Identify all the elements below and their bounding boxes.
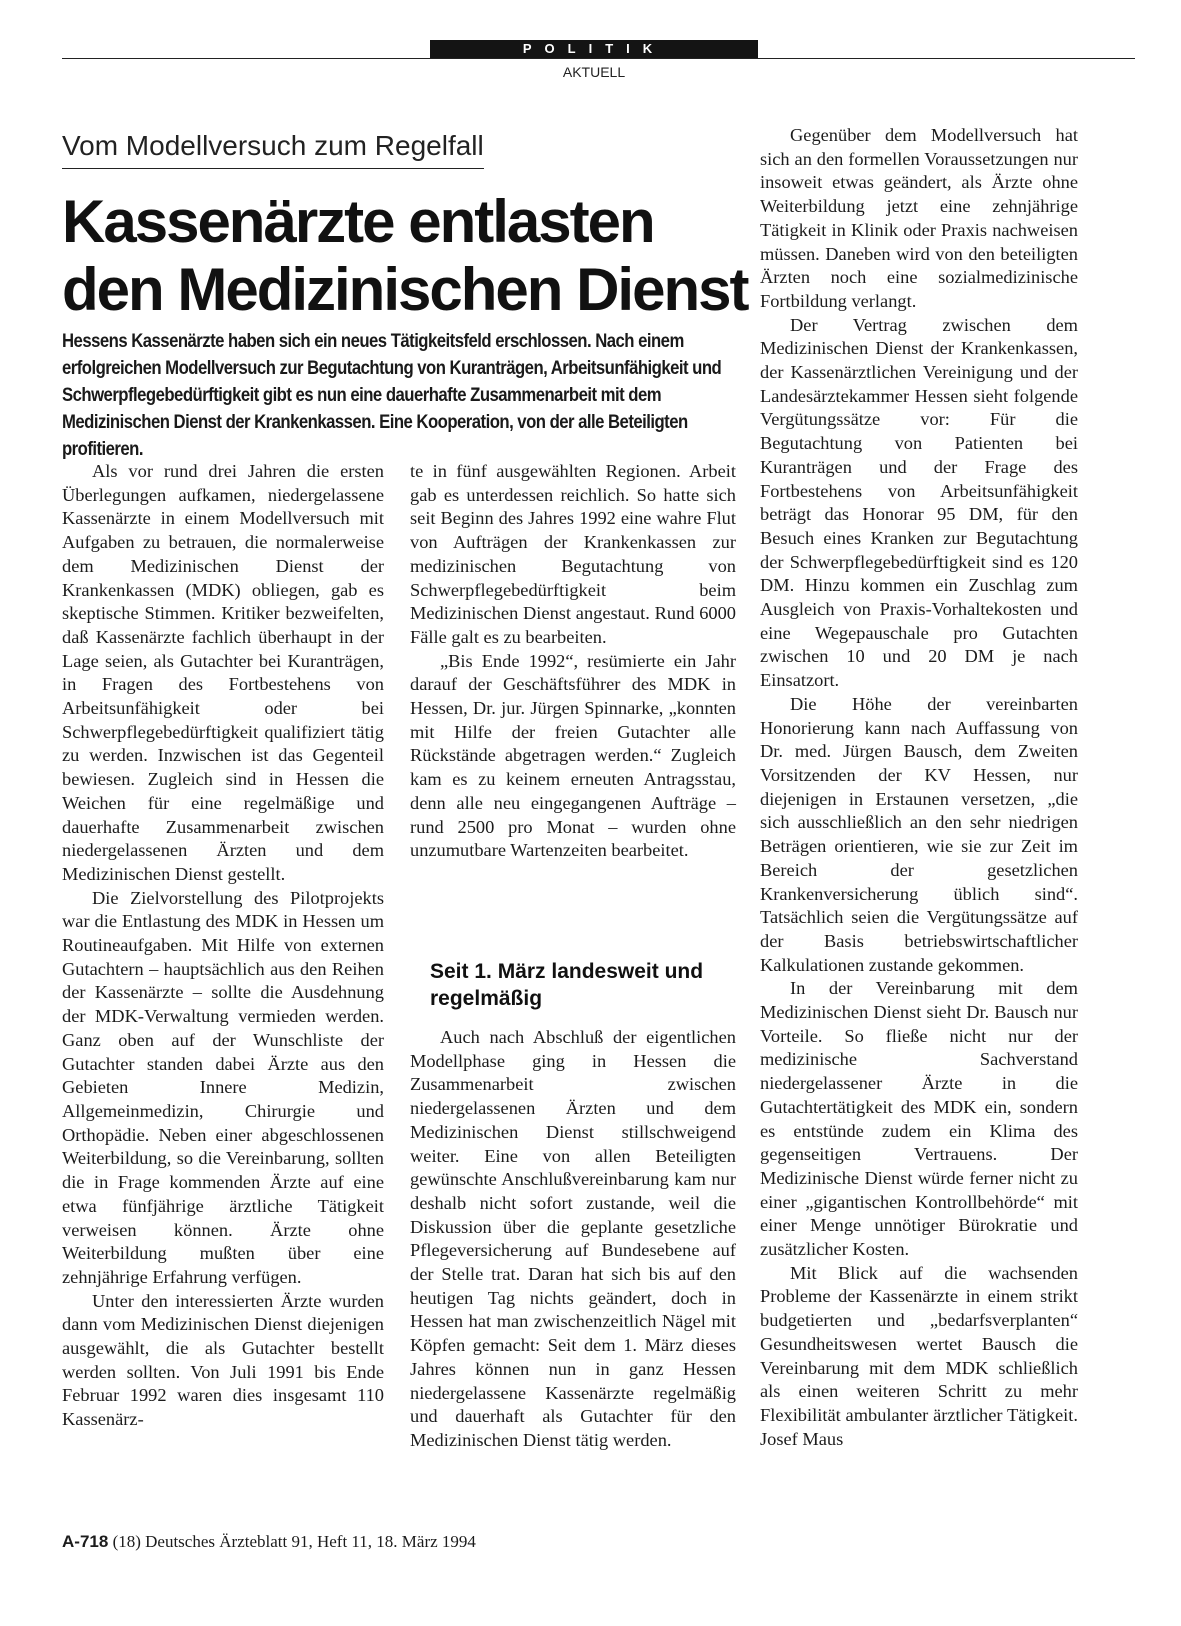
article-headline: Kassenärzte entlasten den Medizinischen Dienst (62, 188, 748, 323)
text-column-2 (410, 460, 736, 863)
paragraph: te in fünf ausgewählten Regionen. Arbeit gab es unterdessen reichlich. So hatte sich seit Beginn des Jahres 1992 eine wahre Flut von Aufträgen der Krankenkassen zur medizinischen Begutachtung von Schwerpflegebedürftigkeit beim Medizinischen Dienst angestaut. Rund 6000 Fälle galt es zu bearbeiten. (410, 461, 736, 647)
article-kicker: Vom Modellversuch zum Regelfall (62, 130, 484, 169)
paragraph: Der Vertrag zwischen dem Medizinischen Dienst der Krankenkassen, der Kassenärztlichen Vereinigung und der Landesärztekammer Hessen sieht folgende Vergütungssätze vor: Für die Begutachtung von Patienten bei Kuranträgen und der Frage des Fortbestehens von Arbeitsunfähigkeit beträgt das Honorar 95 DM, für den Besuch eines Kranken zur Begutachtung der Schwerpflegebedürftigkeit sind es 120 DM. Hinzu kommen ein Zuschlag zum Ausgleich von Praxis-Vorhaltekosten und eine Wegepauschale pro Gutachten zwischen 10 und 20 DM je nach Einsatzort. (760, 314, 1078, 691)
paragraph: „Bis Ende 1992“, resümierte ein Jahr darauf der Geschäftsführer des MDK in Hessen, Dr. jur. Jürgen Spinnarke, „konnten mit Hilfe der freien Gutachter alle Rückstände abgetragen werden.“ Zugleich kam es zu keinem erneuten Antragsstau, denn alle neu eingegangenen Aufträge – rund 2500 pro Monat – wurden ohne unzumutbare Wartenzeiten bearbeitet. (410, 650, 736, 861)
text-column-1 (62, 460, 384, 1432)
text-column-2-continued (410, 1026, 736, 1453)
text-column-3 (760, 124, 1078, 1451)
paragraph: In der Vereinbarung mit dem Medizinischen Dienst sieht Dr. Bausch nur Vorteile. So fließe nicht nur der medizinische Sachverstand niedergelassener Ärzte in die Gutachtertätigkeit des MDK ein, sondern es entstünde zudem ein Klima des gegenseitigen Vertrauens. Der Medizinische Dienst würde ferner nicht zu einer „gigantischen Kontrollbehörde“ mit einer Menge unnötiger Bürokratie und zusätzlicher Kosten. (760, 978, 1078, 1260)
issue-info: (18) Deutsches Ärzteblatt 91, Heft 11, 18. März 1994 (112, 1532, 476, 1551)
section-subheading: Seit 1. März landesweit und regelmäßig (430, 960, 704, 1010)
section-label: POLITIK (430, 40, 758, 58)
paragraph: Unter den interessierten Ärzte wurden dann vom Medizinischen Dienst diejenigen ausgewählt, die als Gutachter bestellt werden sollten. Von Juli 1991 bis Ende Februar 1992 waren dies insgesamt 110 Kassenärz- (62, 1290, 384, 1430)
paragraph: Mit Blick auf die wachsenden Probleme der Kassenärzte in einem strikt budgetierten und „bedarfsverplanten“ Gesundheitswesen wertet Bausch die Vereinbarung mit dem MDK schließlich als einen weiteren Schritt zu mehr Flexibilität ambulanter ärztlicher Tätigkeit. Josef Maus (760, 1262, 1078, 1449)
subsection-label: AKTUELL (562, 64, 626, 80)
paragraph: Auch nach Abschluß der eigentlichen Modellphase ging in Hessen die Zusammenarbeit zwischen niedergelassenen Ärzten und dem Medizinischen Dienst stillschweigend weiter. Eine von allen Beteiligten gewünschte Anschlußvereinbarung kam nur deshalb nicht sofort zustande, weil die Diskussion über die geplante gesetzliche Pflegeversicherung auf Bundesebene auf der Stelle trat. Daran hat sich bis auf den heutigen Tag nichts geändert, doch in Hessen hat man zwischenzeitlich Nägel mit Köpfen gemacht: Seit dem 1. März dieses Jahres können nun in ganz Hessen niedergelassene Kassenärzte regelmäßig und dauerhaft als Gutachter für den Medizinischen Dienst tätig werden. (410, 1027, 736, 1450)
paragraph: Als vor rund drei Jahren die ersten Überlegungen aufkamen, niedergelassene Kassenärzte in einem Modellversuch mit Aufgaben zu betrauen, die normalerweise dem Medizinischen Dienst der Krankenkassen (MDK) obliegen, gab es skeptische Stimmen. Kritiker bezweifelten, daß Kassenärzte fachlich überhaupt in der Lage seien, als Gutachter bei Kuranträgen, in Fragen des Fortbestehens von Arbeitsunfähigkeit oder bei Schwerpflegebedürftigkeit qualifiziert tätig zu werden. Inzwischen ist das Gegenteil bewiesen. Zugleich sind in Hessen die Weichen für eine regelmäßige und dauerhafte Zusammenarbeit zwischen niedergelassenen Ärzten und dem Medizinischen Dienst gestellt. (62, 461, 384, 884)
page-number: A-718 (62, 1532, 109, 1551)
page-footer (62, 1532, 476, 1552)
paragraph: Gegenüber dem Modellversuch hat sich an den formellen Voraussetzungen nur insoweit etwas geändert, als Ärzte ohne Weiterbildung jetzt eine zehnjährige Tätigkeit in Klinik oder Praxis nachweisen müssen. Daneben wird von den beteiligten Ärzten noch eine sozialmedizinische Fortbildung verlangt. (760, 125, 1078, 311)
top-rule (62, 58, 1135, 59)
paragraph: Die Höhe der vereinbarten Honorierung kann nach Auffassung von Dr. med. Jürgen Bausch, dem Zweiten Vorsitzenden der KV Hessen, nur diejenigen in Erstaunen versetzen, „die sich ausschließlich an den sehr niedrigen Beträgen orientieren, wie sie zur Zeit im Bereich der gesetzlichen Krankenversicherung üblich sind“. Tatsächlich seien die Vergütungssätze auf der Basis betriebswirtschaftlicher Kalkulationen zustande gekommen. (760, 693, 1078, 975)
article-lead: Hessens Kassenärzte haben sich ein neues Tätigkeitsfeld erschlossen. Nach einem erfolgreichen Modellversuch zur Begutachtung von Kuranträgen, Arbeitsunfähigkeit und Schwerpflegebedürftigkeit gibt es nun eine dauerhafte Zusammenarbeit mit dem Medizinischen Dienst der Krankenkassen. Eine Kooperation, von der alle Beteiligten profitieren. (62, 331, 722, 460)
paragraph: Die Zielvorstellung des Pilotprojekts war die Entlastung des MDK in Hessen um Routineaufgaben. Mit Hilfe von externen Gutachtern – hauptsächlich aus den Reihen der Kassenärzte – sollte die Ausdehnung der MDK-Verwaltung vermieden werden. Ganz oben auf der Wunschliste der Gutachter standen dabei Ärzte aus den Gebieten Innere Medizin, Allgemeinmedizin, Chirurgie und Orthopädie. Neben einer abgeschlossenen Weiterbildung, so die Vereinbarung, sollten die in Frage kommenden Ärzte auf eine etwa fünfjährige ärztliche Tätigkeit verweisen können. Ärzte ohne Weiterbildung mußten über eine zehnjährige Erfahrung verfügen. (62, 887, 384, 1287)
